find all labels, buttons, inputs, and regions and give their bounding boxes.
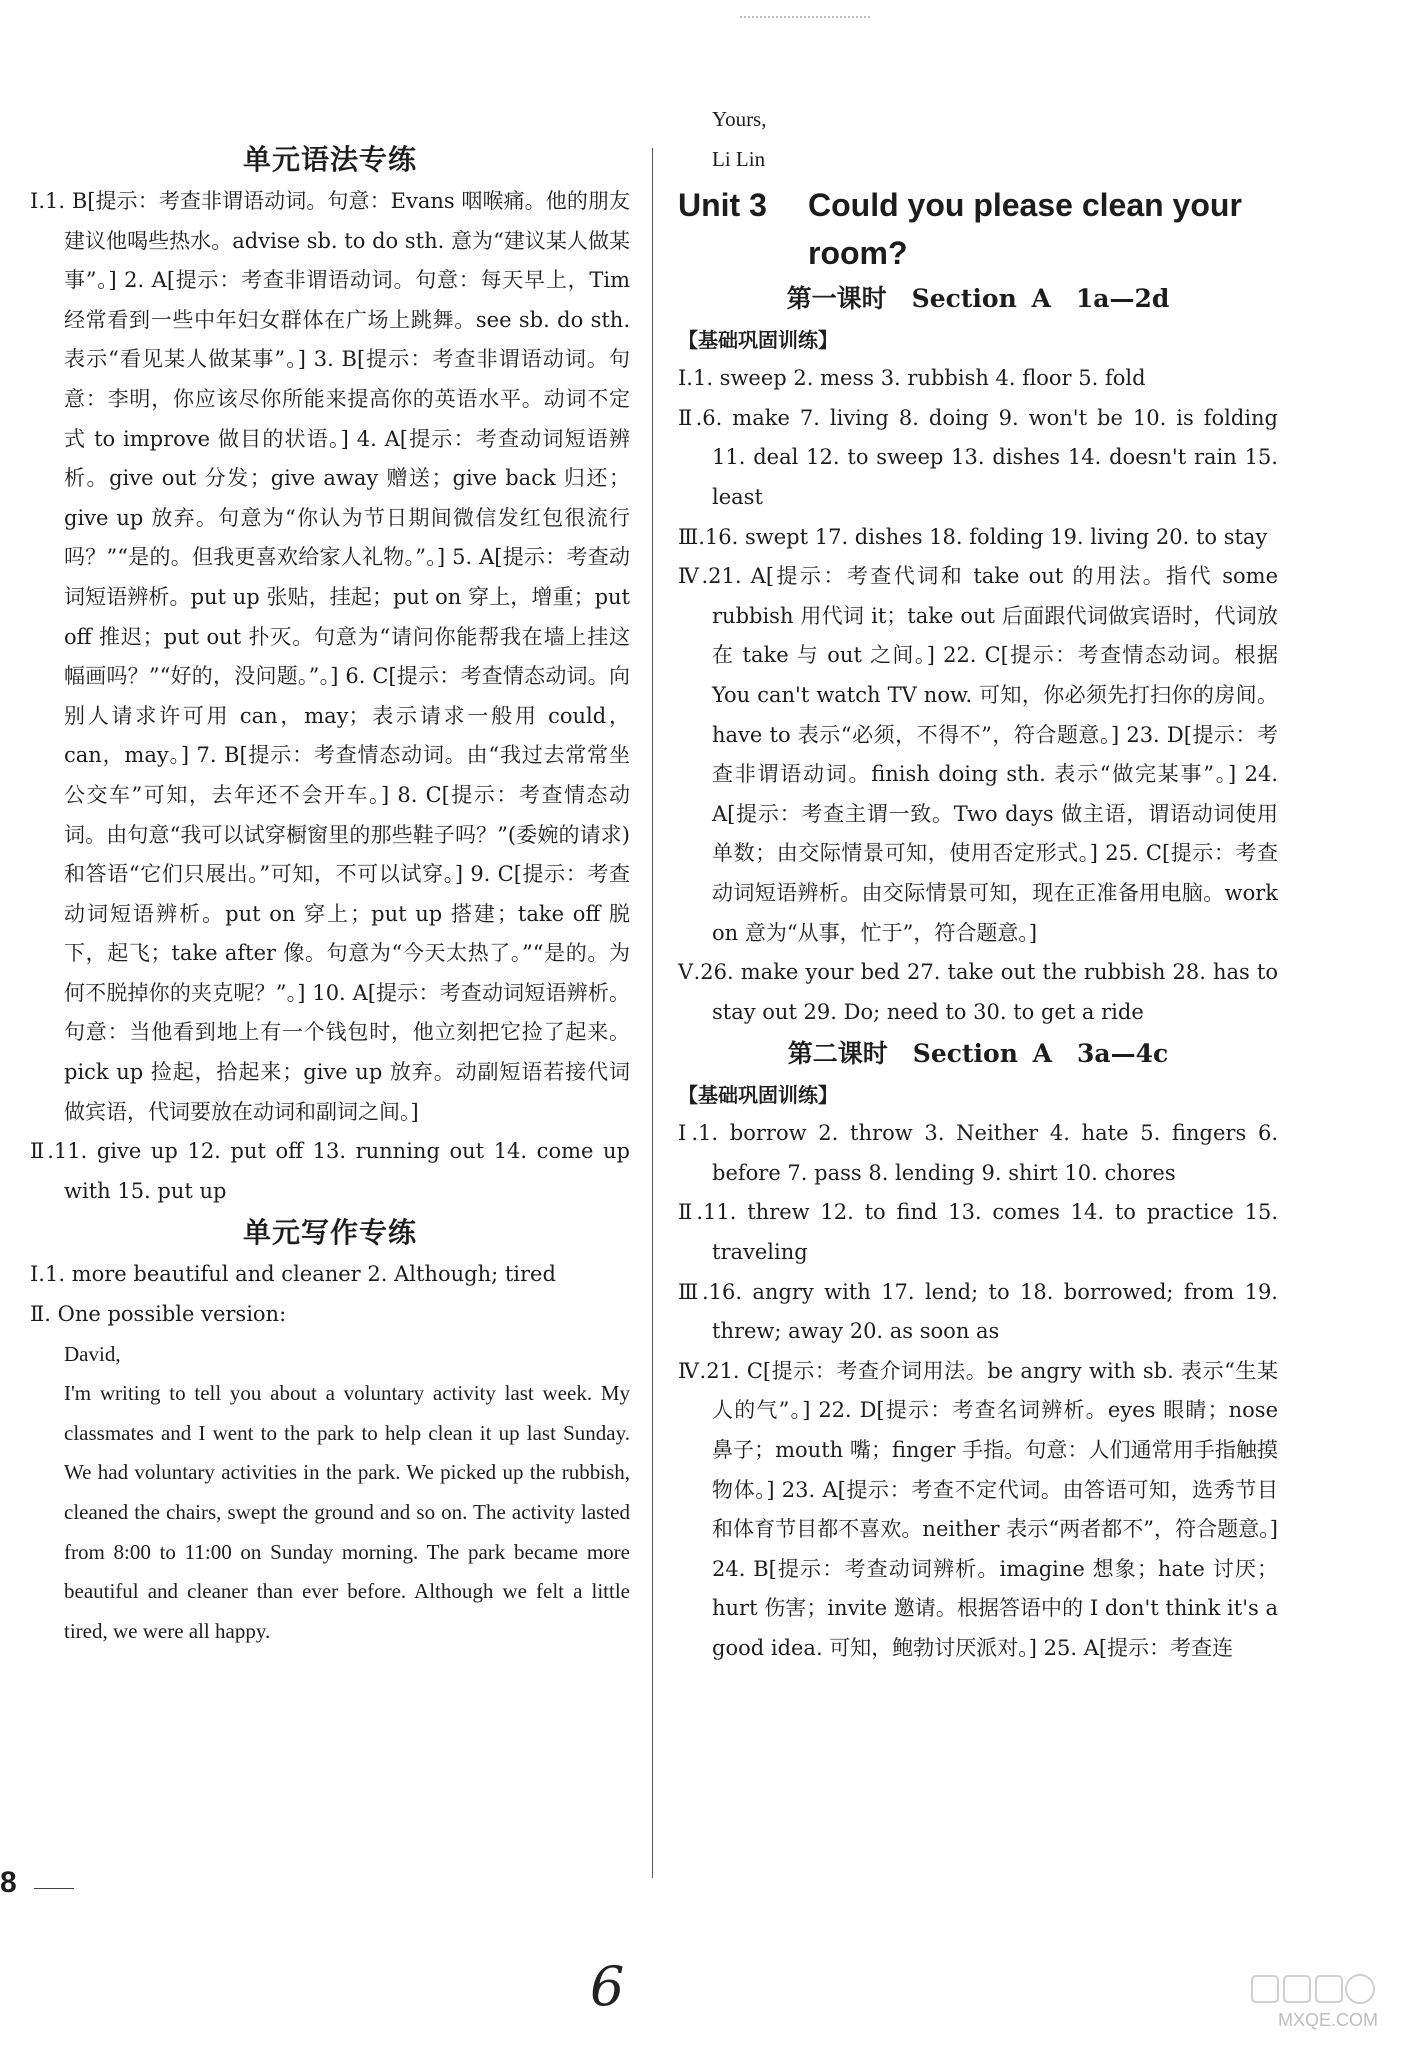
unit-title (678, 181, 1278, 277)
watermark-text: MXQE.COM (1277, 2010, 1378, 2030)
letter-signature: Li Lin (712, 146, 766, 171)
lesson1-part-IV: Ⅳ.21. A[提示：考查代词和 take out 的用法。指代 some rubbish 用代词 it；take out 后面跟代词做宾语时，代词放在 take 与 out 之间。] 22. C[提示：考查情态动词。根据 You can't watch TV now. 可知，你必须先打扫你的房间。have to 表示“必须，不得不”，符合题意。] 23. D[提示：考查非谓语动词。finish doing sth. 表示“做完某事”。] 24. A[提示：考查主谓一致。Two days 做主语，谓语动词使用单数；由交际情景可知，使用否定形式。] 25. C[提示：考查动词短语辨析。由交际情景可知，现在正准备用电脑。work on 意为“从事，忙于”，符合题意。] (678, 564, 1278, 945)
lesson2-title: 第二课时 Section A 3a—4c (787, 1039, 1169, 1069)
lesson2-tag: 【基础巩固训练】 (678, 1083, 838, 1108)
lesson1-part-V: Ⅴ.26. make your bed 27. take out the rubbish 28. has to stay out 29. Do; need to 30. to get a ride (678, 960, 1278, 1024)
writing-part-II-head: Ⅱ. One possible version: (30, 1302, 287, 1327)
lesson2-part-I: Ⅰ.1. borrow 2. throw 3. Neither 4. hate 5. fingers 6. before 7. pass 8. lending 9. shirt 10. chores (678, 1121, 1278, 1185)
grammar-section-title: 单元语法专练 (242, 143, 417, 176)
lesson2-part-III: Ⅲ.16. angry with 17. lend; to 18. borrowed; from 19. threw; away 20. as soon as (678, 1279, 1278, 1344)
page-number: 8 (0, 1866, 17, 1899)
column-divider (652, 148, 653, 1878)
grammar-part-I: Ⅰ.1. B[提示：考查非谓语动词。句意：Evans 咽喉痛。他的朋友建议他喝些热水。advise sb. to do sth. 意为“建议某人做某事”。] 2. A[提示：考查非谓语动词。句意：每天早上，Tim 经常看到一些中年妇女群体在广场上跳舞。see sb. do sth. 表示“看见某人做某事”。] 3. B[提示：考查非谓语动词。句意：李明，你应该尽你所能来提高你的英语水平。动词不定式 to improve 做目的状语。] 4. A[提示：考查动词短语辨析。give out 分发；give away 赠送；give back 归还；give up 放弃。句意为“你认为节日期间微信发红包很流行吗？”“是的。但我更喜欢给家人礼物。”。] 5. A[提示：考查动词短语辨析。put up 张贴，挂起；put on 穿上，增重；put off 推迟；put out 扑灭。句意为“请问你能帮我在墙上挂这幅画吗？”“好的，没问题。”。] 6. C[提示：考查情态动词。向别人请求许可用 can，may；表示请求一般用 could，can，may。] 7. B[提示：考查情态动词。由“我过去常常坐公交车”可知，去年还不会开车。] 8. C[提示：考查情态动词。由句意“我可以试穿橱窗里的那些鞋子吗？”(委婉的请求)和答语“它们只展出。”可知，不可以试穿。] 9. C[提示：考查动词短语辨析。put on 穿上；put up 搭建；take off 脱下，起飞；take after 像。句意为“今天太热了。”“是的。为何不脱掉你的夹克呢？”。] 10. A[提示：考查动词短语辨析。句意：当他看到地上有一个钱包时，他立刻把它捡了起来。pick up 捡起，拾起来；give up 放弃。动副短语若接代词做宾语，代词要放在动词和副词之间。] (30, 189, 630, 1124)
lesson2-part-IV: Ⅳ.21. C[提示：考查介词用法。be angry with sb. 表示“生某人的气”。] 22. D[提示：考查名词辨析。eyes 眼睛；nose 鼻子；mouth 嘴；finger 手指。句意：人们通常用手指触摸物体。] 23. A[提示：考查不定代词。由答语可知，选秀节目和体育节目都不喜欢。neither 表示“两者都不”，符合题意。] 24. B[提示：考查动词辨析。imagine 想象；hate 讨厌；hurt 伤害；invite 邀请。根据答语中的 I don't think it's a good idea. 可知，鲍勃讨厌派对。] 25. A[提示：考查连 (678, 1358, 1278, 1660)
unit-title-line1: Could you please clean your (808, 187, 1242, 224)
scan-smudge (740, 16, 870, 24)
writing-part-I: Ⅰ.1. more beautiful and cleaner 2. Although; tired (30, 1262, 556, 1287)
letter-body: I'm writing to tell you about a voluntary activity last week. My classmates and I went to the park to help clean it up last Sunday. We had voluntary activities in the park. We picked up the rubbish, cleaned the chairs, swept the ground and so on. The activity lasted from 8:00 to 11:00 on Sunday morning. The park became more beautiful and cleaner than ever before. Although we felt a little tired, we were all happy. (64, 1381, 630, 1643)
lesson1-part-III: Ⅲ.16. swept 17. dishes 18. folding 19. living 20. to stay (678, 524, 1268, 549)
page-number-rule (34, 1888, 74, 1889)
letter-greeting: David, (64, 1341, 121, 1366)
grammar-part-II: Ⅱ.11. give up 12. put off 13. running out 14. come up with 15. put up (30, 1139, 630, 1203)
lesson1-title: 第一课时 Section A 1a—2d (786, 284, 1170, 314)
right-column (678, 100, 1278, 1669)
unit-label: Unit 3 (678, 187, 767, 224)
lesson2-part-II: Ⅱ.11. threw 12. to find 13. comes 14. to practice 15. traveling (678, 1200, 1278, 1265)
unit-title-line2: room? (808, 235, 908, 272)
watermark-logo-icon (1250, 1972, 1378, 2012)
watermark-logo (1250, 1972, 1378, 2032)
lesson1-tag: 【基础巩固训练】 (678, 328, 838, 353)
left-column (30, 138, 630, 1651)
lesson1-part-I: Ⅰ.1. sweep 2. mess 3. rubbish 4. floor 5. fold (678, 366, 1146, 391)
lesson1-part-II: Ⅱ.6. make 7. living 8. doing 9. won't be 10. is folding 11. deal 12. to sweep 13. dishes 14. doesn't rain 15. least (678, 405, 1278, 509)
letter-closing: Yours, (712, 107, 767, 131)
handwritten-mark: 6 (590, 1955, 625, 2018)
writing-section-title: 单元写作专练 (242, 1216, 417, 1250)
